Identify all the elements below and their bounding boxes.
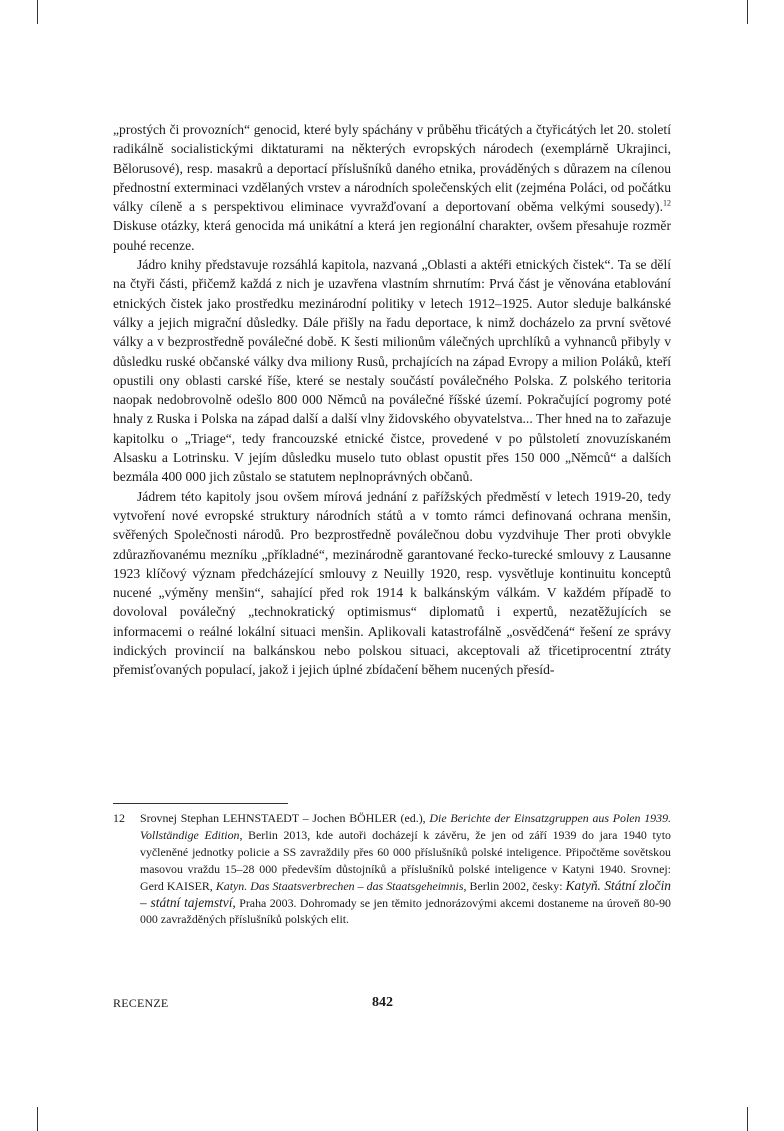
running-footer: RECENZE [113,996,169,1010]
footnote [113,810,671,928]
footnote-title-3: Katyň. Státní zločin – státní tajemství, [140,877,671,910]
crop-mark-bottom-right [747,1107,748,1131]
paragraph-3: Jádrem této kapitoly jsou ovšem mírová jednání z pařížských předměstí v letech 1919-20, tedy vytvoření nové evropské struktury národních států a v tomto rámci definovaná ochrana menšin, svěřených Společnosti národů. Pro bezprostředně poválečnou dobu vyzdvihuje Ther proti obvykle zdůrazňovanému mezníku „příkladné“, mezinárodně garantované řecko-turecké smlouvy z Lausanne 1923 klíčový význam předcházející smlouvy z Neuilly 1920, resp. vysvětluje kontinuitu konceptů nucené „výměny menšin“, sahající před rok 1914 k balkánským válkám. V každém případě to dovoloval poválečný „technokratický optimismus“ diplomatů i expertů, nezatěžujících se informacemi o reálné lokální situaci menšin. Aplikovali katastrofálně „osvědčená“ řešení ze správy indických provincií na balkánskou nebo polskou situaci, akceptovali až třicetiprocentní ztráty přemisťovaných populací, jakož i jejich úplné zbídačení během nucených přesíd- [113,488,671,678]
footnote-rule [113,803,288,804]
page-number: 842 [372,995,393,1010]
footnote-ref[interactable]: 12 [663,198,671,208]
footnote-number: 12 [113,811,125,825]
paragraph-1: „prostých či provozních“ genocid, které byly spáchány v průběhu třicátých a čtyřicátých let 20. století radikálně socialistickými diktaturami na některých evropských národech (exemplárně Ukrajinci, Bělorusové), resp. masakrů a deportací příslušníků daného etnika, prováděných s důrazem na cílenou přednostní exterminaci vzdělaných vrstev a národních společenských elit (zejména Poláci, od počátku války cíleně a s perspektivou eliminace vyvražďovaní a deportovaní oběma velkými sousedy).$^{12}$ Diskuse otázky, která genocida má unikátní a která jen regionální charakter, ovšem přesahuje rozměr pouhé recenze. [113,122,671,253]
footnote-body: Srovnej Stephan LEHNSTAEDT – Jochen BÖHLER (ed.), Die Berichte der Einsatzgruppen aus Polen 1939. Vollständige Edition, Berlin 2013, kde autoři docházejí k závěru, že jen od září 1939 do jara 1940 tyto vyčleněné jednotky policie a SS zavraždily přes 60 000 příslušníků polské inteligence. Připočtěme sovětskou masovou vraždu 15–28 000 především důstojníků a příslušníků polské inteligence v Katyni 1940. Srovnej: Gerd KAISER, Katyn. Das Staatsverbrechen – das Staatsgeheimnis, Berlin 2002, česky: Katyň. Státní zločin – státní tajemství, Praha 2003. Dohromady se jen těmito jednorázovými akcemi dostaneme na úroveň 80-90 000 zavražděných příslušníků polských elit. [140,811,671,927]
crop-mark-top-right [747,0,748,24]
footnote-title-1: Die Berichte der Einsatzgruppen aus Polen 1939. Vollständige Edition [140,811,671,842]
crop-mark-top-left [37,0,38,24]
crop-mark-bottom-left [37,1107,38,1131]
main-text [113,120,671,680]
footnote-title-2: Katyn. Das Staatsverbrechen – das Staatsgeheimnis [215,878,464,893]
paragraph-2: Jádro knihy představuje rozsáhlá kapitola, nazvaná „Oblasti a aktéři etnických čistek“. Ta se dělí na čtyři části, přičemž každá z nich je uzavřena vlastním shrnutím: Prvá část je věnována etablování etnických čistek jako prostředku mezinárodní politiky v letech 1912–1925. Autor sleduje balkánské války a jejich migrační důsledky. Dále přišly na řadu deportace, k nimž docházelo za první světové války a v bezprostředně poválečné době. K šesti milionům válečných uprchlíků a vyhnanců přibyly v důsledku ruské občanské války dva miliony Rusů, prchajících na západ Evropy a milion Poláků, kteří opustili ony oblasti carské říše, které se nestaly součástí poválečného Polska. Z polského teritoria naopak nedobrovolně odešlo 800 000 Němců na poválečné říšské území. Pokračující pogromy poté hnaly z Ruska i Polska na západ další a další vlny židovského obyvatelstva... Ther hned na to zařazuje kapitolku o „Triage“, tedy francouzské etnické čistce, provedené v po půlstoletí znovuzískaném Alsasku a Lotrinsku. V jejím důsledku muselo tuto oblast opustit přes 150 000 „Němců“ a dalších bezmála 400 000 jich zůstalo se statutem neplnoprávných občanů. [113,257,671,485]
